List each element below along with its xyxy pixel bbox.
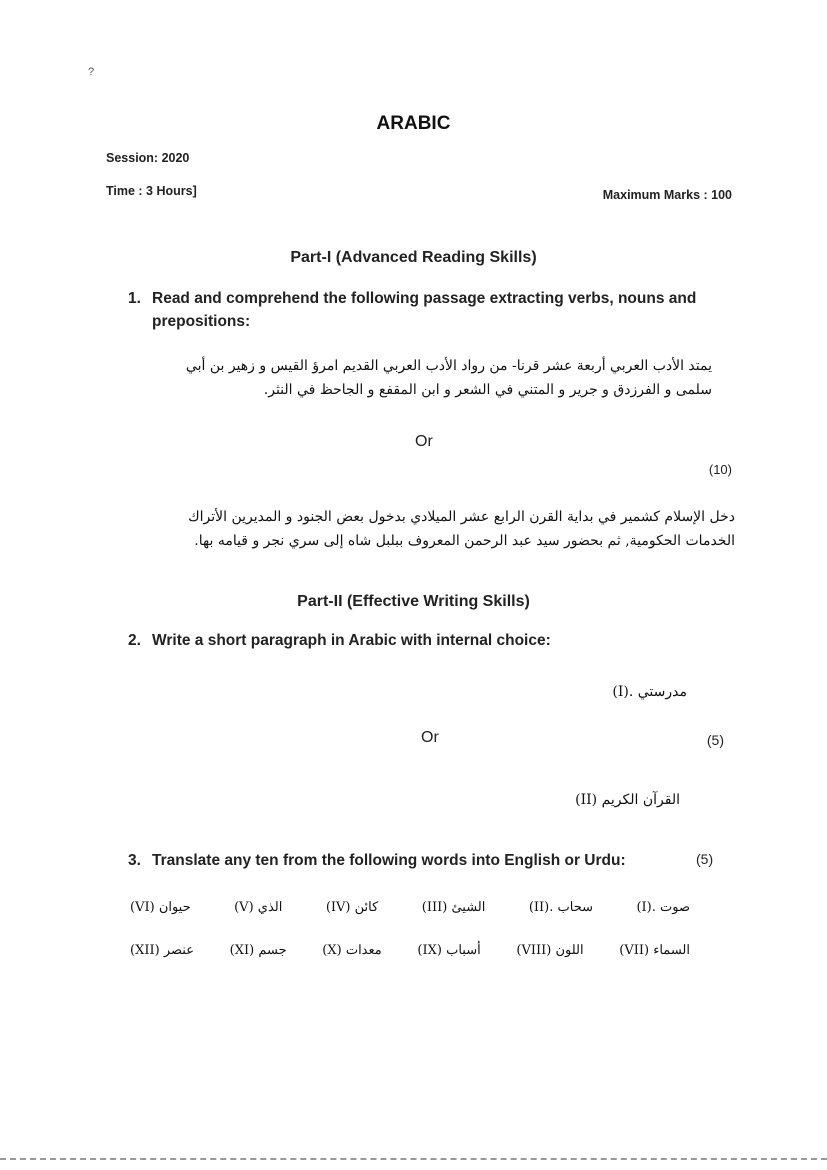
scan-edge-divider [0, 1158, 827, 1160]
arabic-passage-a: يمتد الأدب العربي أربعة عشر قرنا- من رواد الأدب العربي القديم امرؤ القيس و زهير بن أبي سلمى و الفرزدق و جرير و المتني في الشعر و ابن المقفع و الجاحظ في النثر. [185, 358, 712, 398]
question-text: Write a short paragraph in Arabic with internal choice: [152, 632, 551, 649]
word-item: (I). صوت [636, 900, 690, 915]
question-text: Read and comprehend the following passage extracting verbs, nouns and prepositions: [152, 290, 697, 330]
word-item: (III) الشيئ [421, 900, 486, 915]
word-item: (IX) أسباب [417, 943, 481, 958]
time-label: Time : 3 Hours] [106, 184, 197, 198]
page-title: ARABIC [376, 113, 451, 134]
option-2: (II) القرآن الكريم [575, 792, 680, 808]
word-list-row-1 [130, 900, 690, 915]
question-text: Translate any ten from the following words into English or Urdu: [152, 852, 626, 869]
question-number: 1. [128, 290, 141, 307]
word-item: (VI) حيوان [130, 900, 191, 915]
word-item: (X) معدات [322, 943, 382, 958]
question-3 [128, 849, 683, 872]
part2-heading: Part-II (Effective Writing Skills) [297, 593, 530, 610]
question-2 [128, 629, 738, 652]
question-1 [128, 287, 738, 333]
word-item: (VII) السماء [619, 943, 690, 958]
part1-heading: Part-I (Advanced Reading Skills) [290, 249, 537, 266]
marks-label: (10) [708, 462, 732, 477]
corner-mark: ? [88, 66, 95, 78]
question-number: 3. [128, 852, 141, 869]
word-item: (V) الذي [234, 900, 283, 915]
word-item: (XI) جسم [229, 943, 287, 958]
or-label: Or [415, 433, 433, 450]
word-list-row-2 [130, 943, 690, 958]
word-item: (XII) عنصر [130, 943, 194, 958]
arabic-passage-b: دخل الإسلام كشمير في بداية القرن الرابع عشر الميلادي بدخول بعض الجنود و المديرين الأتراك الخدمات الحكومية, ثم بحضور سيد عبد الرحمن المعروف ببلبل شاه إلى سري نجر و قيامه بها. [188, 509, 735, 549]
word-item: (VIII) اللون [516, 943, 584, 958]
word-item: (II). سحاب [528, 900, 593, 915]
marks-label: (5) [706, 732, 724, 748]
session-label: Session: 2020 [106, 151, 190, 165]
option-1: (I). مدرستي [612, 684, 687, 700]
max-marks-label: Maximum Marks : 100 [602, 188, 732, 202]
or-label: Or [421, 729, 439, 746]
q3-marks: (5) [696, 851, 714, 867]
question-number: 2. [128, 632, 141, 649]
word-item: (IV) كائن [325, 900, 379, 915]
